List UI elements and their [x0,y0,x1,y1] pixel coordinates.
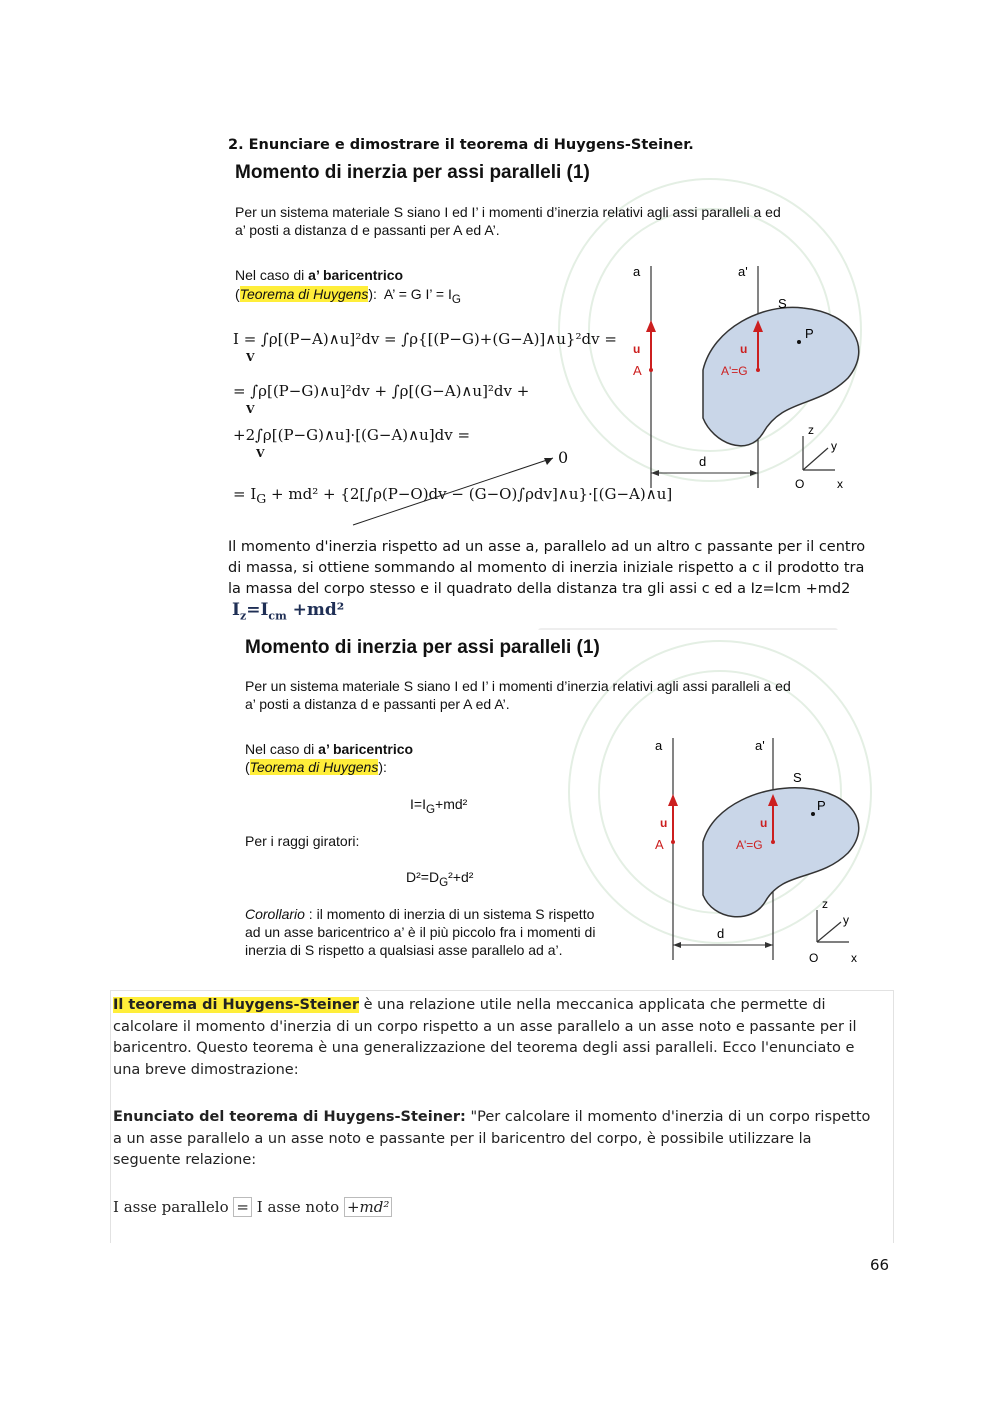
slide-title: Momento di inerzia per assi paralleli (1) [235,162,590,183]
label-P: P [817,798,826,813]
label-S: S [793,770,802,785]
equation-line-4: = $I_G + md^2 + \{2[\int\rho(P-O)dv$ − (G−O)∫ρdv]∧u}·[(G−A)∧u] [233,485,673,506]
label-y: y [831,439,837,453]
equation-line-2: = ∫ρ[(P−G)∧u]²dv + ∫ρ[(G−A)∧u]²dv + [233,382,530,400]
label-AG: A'=G [721,364,748,378]
slide-title: Momento di inerzia per assi paralleli (1) [245,637,600,658]
zero-label: 0 [558,448,569,467]
formula-D-DG: $D^2=D_G^2+d^2$ [406,869,474,889]
label-u-left: u [660,816,668,830]
box-formula: I asse parallelo = I asse noto +md² [113,1197,883,1219]
label-z: z [808,423,814,437]
label-P: P [805,326,814,341]
box-paragraph-1: Il teorema di Huygens-Steiner è una relazione utile nella meccanica applicata che permette di calcolare il momento d'inerzia di un corpo rispetto a un asse parallelo a un asse noto e passante per il baricentro. Questo teorema è una generalizzazione del teorema degli assi paralleli. Ecco l'enunciato e una breve dimostrazione: [113,997,857,1078]
theorem-name-highlight: Teorema di Huygens [239,286,369,302]
label-A: A [633,363,642,378]
label-A: A [655,837,664,852]
corollario-line1: Corollario : il momento di inerzia di un sistema S rispetto [245,906,595,922]
integral-v-3: V [256,447,265,460]
slide-intro-line2: a’ posti a distanza d e passanti per A ed A’. [235,222,500,238]
box-paragraph-2: Enunciato del teorema di Huygens-Steiner: "Per calcolare il momento d'inerzia di un corpo rispetto a un asse parallelo a un asse noto e passante per il baricentro del corpo, è possibile utilizzare la seguente relazione: [113,1109,871,1168]
label-a-prime: a' [738,264,748,279]
equation-line-1: I = ∫ρ[(P−A)∧u]²dv = ∫ρ{[(P−G)+(G−A)]∧u}²dv = [233,330,617,348]
slide-huygens-result [238,630,883,970]
explanation-paragraph: Il momento d'inerzia rispetto ad un asse a, parallelo ad un altro c passante per il centro di massa, si ottiene sommando al momento di inerzia iniziale rispetto a c il prodotto tra la massa del corpo stesso e il quadrato della distanza tra gli assi c ed a Iz=Icm +md2 [228,539,866,597]
case-line: Nel caso di a’ baricentrico [245,741,414,757]
raggi-giratori-label: Per i raggi giratori: [245,833,360,849]
equation-line-3: +2∫ρ[(P−G)∧u]·[(G−A)∧u]dv = [233,426,471,444]
label-a: a [655,738,663,753]
label-O: O [809,951,819,965]
corollario-line2: ad un asse baricentrico a’ è il più piccolo fra i momenti di [245,924,596,940]
integral-v-2: V [246,403,255,416]
slide-intro-line1: Per un sistema materiale S siano I ed I’ i momenti d’inerzia relativi agli assi paralleli a ed [235,204,781,220]
slide-huygens-proof [228,158,873,528]
iz-formula: $I_z=I_{cm} +md^2$ [232,600,345,623]
case-relation: A’ = G I’ = I [383,286,452,302]
label-z: z [822,897,828,911]
label-u-right: u [740,342,748,356]
label-x: x [851,951,857,965]
label-a-prime: a' [755,738,765,753]
label-d: d [717,926,725,941]
integral-v-1: V [246,351,255,364]
corollario-line3: inerzia di S rispetto a qualsiasi asse parallelo ad a’. [245,942,563,958]
axes-diagram-2 [633,730,883,970]
theorem-name-highlight: Teorema di Huygens [249,759,379,775]
formula-I-IG: $I=I_G+md^2$ [410,796,468,816]
label-d: d [699,454,707,469]
page-number: 66 [870,1256,890,1274]
label-x: x [837,477,843,491]
axes-diagram-1 [623,258,873,498]
question-title: 2. Enunciare e dimostrare il teorema di Huygens-Steiner. [228,137,694,153]
label-y: y [843,913,849,927]
slide-intro-line1: Per un sistema materiale S siano I ed I’ i momenti d’inerzia relativi agli assi paralleli a ed [245,678,791,694]
case-line: Nel caso di a’ baricentrico [235,267,404,283]
label-a: a [633,264,641,279]
label-u-left: u [633,342,641,356]
label-O: O [795,477,805,491]
theorem-line: (Teorema di Huygens): [245,759,387,775]
slide-intro-line2: a’ posti a distanza d e passanti per A ed A’. [245,696,510,712]
theorem-highlight: Il teorema di Huygens-Steiner [113,997,360,1013]
theorem-line: (Teorema di Huygens): A’ = G I’ = $I_G$ [235,286,461,306]
label-u-right: u [760,816,768,830]
label-AG: A'=G [736,838,763,852]
label-S: S [778,296,787,311]
